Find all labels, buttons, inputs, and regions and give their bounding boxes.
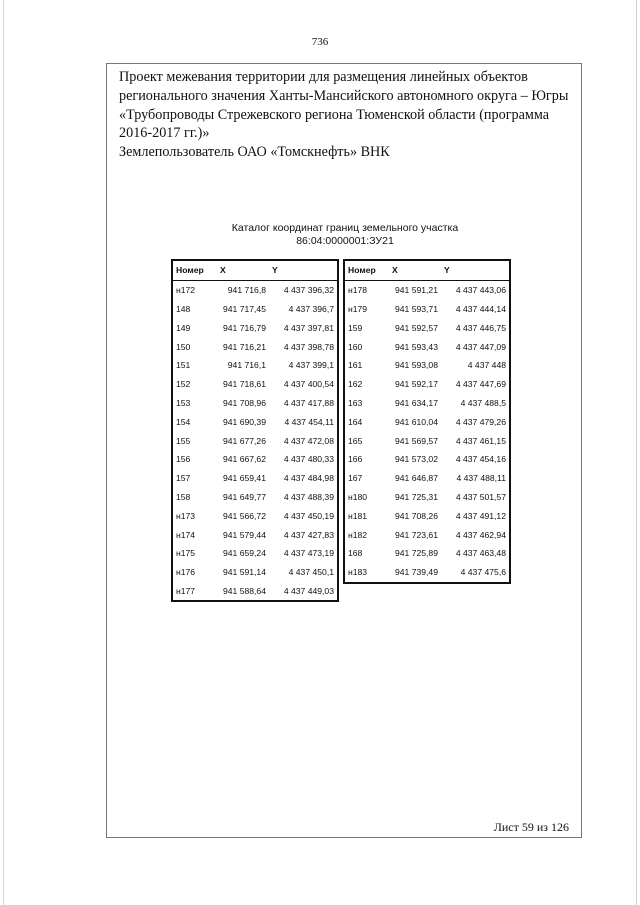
coordinate-y-cell: 4 437 447,69	[455, 379, 506, 390]
point-number-cell: 154	[176, 416, 191, 427]
table-row	[172, 337, 338, 356]
coordinate-x-cell: 941 573,02	[394, 454, 438, 465]
table-row	[344, 394, 510, 413]
table-row	[344, 506, 510, 525]
table-row	[172, 469, 338, 488]
coordinate-x-cell: 941 588,64	[222, 585, 266, 596]
point-number-cell: 156	[176, 454, 191, 465]
table-row	[172, 356, 338, 375]
coordinate-x-cell: 941 592,17	[394, 379, 438, 390]
table-row	[172, 394, 338, 413]
coordinate-x-cell: 941 591,14	[222, 567, 266, 578]
table-row	[172, 488, 338, 507]
point-number-cell: 162	[348, 379, 363, 390]
coordinate-y-cell: 4 437 447,09	[455, 341, 506, 352]
document-frame	[106, 63, 582, 838]
point-number-cell: н173	[176, 510, 196, 521]
title-line: Проект межевания территории для размещения линейных объектов	[119, 69, 528, 85]
coordinate-y-cell: 4 437 488,5	[460, 397, 506, 408]
scan-edge-left	[3, 0, 4, 905]
coordinate-y-cell: 4 437 448	[467, 360, 506, 371]
coordinate-y-cell: 4 437 472,08	[283, 435, 334, 446]
coordinate-x-cell: 941 725,31	[394, 491, 438, 502]
table-row	[344, 525, 510, 544]
coordinate-x-cell: 941 708,96	[222, 397, 266, 408]
table-row	[172, 300, 338, 319]
coordinate-y-cell: 4 437 488,39	[283, 491, 334, 502]
header-number: Номер	[172, 260, 217, 280]
coordinate-x-cell: 941 739,49	[394, 567, 438, 578]
page-number: 736	[311, 36, 329, 48]
coordinate-x-cell: 941 649,77	[222, 491, 266, 502]
table-header-row	[172, 260, 338, 280]
table-header-row	[344, 260, 510, 280]
point-number-cell: н179	[348, 303, 368, 314]
table-row	[344, 300, 510, 319]
coordinate-x-cell: 941 716,21	[222, 341, 266, 352]
table-row	[172, 525, 338, 544]
coordinate-y-cell: 4 437 446,75	[455, 322, 506, 333]
coordinate-y-cell: 4 437 475,6	[460, 567, 506, 578]
coordinate-y-cell: 4 437 479,26	[455, 416, 506, 427]
header-y: Y	[441, 260, 510, 280]
point-number-cell: 159	[348, 322, 363, 333]
coordinate-x-cell: 941 610,04	[394, 416, 438, 427]
point-number-cell: 150	[176, 341, 191, 352]
point-number-cell: 166	[348, 454, 363, 465]
coordinates-table-right	[343, 259, 511, 584]
point-number-cell: н182	[348, 529, 368, 540]
table-row	[344, 280, 510, 299]
table-row	[344, 412, 510, 431]
point-number-cell: н175	[176, 548, 196, 559]
coordinate-x-cell: 941 708,26	[394, 510, 438, 521]
coordinate-x-cell: 941 592,57	[394, 322, 438, 333]
coordinate-x-cell: 941 716,8	[227, 285, 266, 296]
coordinate-y-cell: 4 437 417,88	[283, 397, 334, 408]
title-line: «Трубопроводы Стрежевского региона Тюменской области (программа	[119, 106, 550, 123]
coordinate-x-cell: 941 716,79	[222, 322, 266, 333]
table-row	[344, 356, 510, 375]
table-row	[172, 582, 338, 602]
point-number-cell: 164	[348, 416, 363, 427]
coordinate-y-cell: 4 437 427,83	[283, 529, 334, 540]
coordinate-y-cell: 4 437 488,11	[456, 473, 506, 484]
point-number-cell: 167	[348, 473, 363, 484]
table-row	[344, 318, 510, 337]
coordinate-y-cell: 4 437 454,16	[455, 454, 506, 465]
coordinate-y-cell: 4 437 480,33	[283, 454, 334, 465]
coordinate-x-cell: 941 646,87	[394, 473, 438, 484]
coordinate-y-cell: 4 437 501,57	[455, 491, 506, 502]
table-row	[344, 431, 510, 450]
coordinate-y-cell: 4 437 463,48	[455, 548, 506, 559]
coordinate-x-cell: 941 690,39	[222, 416, 266, 427]
coordinate-y-cell: 4 437 461,15	[455, 435, 506, 446]
point-number-cell: н181	[348, 510, 368, 521]
coordinate-y-cell: 4 437 450,19	[283, 510, 334, 521]
coordinate-x-cell: 941 569,57	[394, 435, 438, 446]
point-number-cell: 149	[176, 322, 191, 333]
point-number-cell: н174	[176, 529, 196, 540]
catalog-title	[155, 222, 535, 247]
coordinate-x-cell: 941 667,62	[222, 454, 266, 465]
table-row	[344, 563, 510, 583]
point-number-cell: н183	[348, 567, 368, 578]
coordinate-y-cell: 4 437 491,12	[455, 510, 506, 521]
table-row	[344, 469, 510, 488]
point-number-cell: 165	[348, 435, 363, 446]
point-number-cell: н178	[348, 285, 368, 296]
sheet-counter: Лист 59 из 126	[493, 820, 569, 834]
coordinate-y-cell: 4 437 396,32	[283, 285, 334, 296]
point-number-cell: 153	[176, 397, 191, 408]
coordinate-y-cell: 4 437 450,1	[288, 567, 334, 578]
point-number-cell: 148	[176, 303, 191, 314]
point-number-cell: н176	[176, 567, 196, 578]
coordinate-y-cell: 4 437 397,81	[283, 322, 334, 333]
title-line: регионального значения Ханты-Мансийского автономного округа – Югры	[119, 87, 569, 104]
point-number-cell: 163	[348, 397, 363, 408]
coordinate-x-cell: 941 593,71	[394, 303, 438, 314]
coordinate-x-cell: 941 718,61	[222, 379, 266, 390]
point-number-cell: 161	[348, 360, 363, 371]
coordinate-x-cell: 941 634,17	[394, 397, 438, 408]
catalog-heading: Каталог координат границ земельного участка	[231, 222, 459, 234]
table-row	[172, 280, 338, 299]
point-number-cell: 157	[176, 473, 191, 484]
coordinate-x-cell: 941 723,61	[394, 529, 438, 540]
point-number-cell: н177	[176, 585, 196, 596]
table-row	[172, 412, 338, 431]
table-row	[172, 506, 338, 525]
coordinate-x-cell: 941 566,72	[222, 510, 266, 521]
table-row	[172, 450, 338, 469]
header-x: X	[217, 260, 269, 280]
coordinate-y-cell: 4 437 398,78	[283, 341, 334, 352]
project-title	[119, 68, 575, 162]
coordinate-x-cell: 941 677,26	[222, 435, 266, 446]
header-y: Y	[269, 260, 338, 280]
table-row	[344, 488, 510, 507]
coordinate-y-cell: 4 437 400,54	[283, 379, 334, 390]
table-row	[344, 544, 510, 563]
coordinate-x-cell: 941 725,89	[394, 548, 438, 559]
coordinate-x-cell: 941 717,45	[222, 303, 266, 314]
point-number-cell: 160	[348, 341, 363, 352]
table-row	[172, 544, 338, 563]
table-row	[172, 318, 338, 337]
coordinate-x-cell: 941 659,41	[222, 473, 266, 484]
table-row	[172, 431, 338, 450]
point-number-cell: 155	[176, 435, 191, 446]
point-number-cell: н180	[348, 491, 368, 502]
point-number-cell: 168	[348, 548, 363, 559]
coordinate-x-cell: 941 716,1	[227, 360, 266, 371]
land-user-line: Землепользователь ОАО «Томскнефть» ВНК	[119, 144, 390, 161]
coordinate-y-cell: 4 437 462,94	[455, 529, 506, 540]
scan-edge-right	[636, 0, 637, 905]
coordinates-table-left	[171, 259, 339, 602]
coordinate-y-cell: 4 437 444,14	[455, 303, 506, 314]
coordinate-y-cell: 4 437 449,03	[283, 585, 334, 596]
title-line: 2016-2017 гг.)»	[119, 125, 210, 142]
header-x: X	[389, 260, 441, 280]
coordinate-x-cell: 941 591,21	[394, 285, 438, 296]
header-number: Номер	[344, 260, 389, 280]
coordinate-x-cell: 941 593,43	[394, 341, 438, 352]
coordinate-x-cell: 941 579,44	[222, 529, 266, 540]
coordinate-y-cell: 4 437 473,19	[283, 548, 334, 559]
point-number-cell: 151	[176, 360, 191, 371]
point-number-cell: 152	[176, 379, 191, 390]
coordinate-y-cell: 4 437 396,7	[288, 303, 334, 314]
point-number-cell: н172	[176, 285, 196, 296]
coordinate-y-cell: 4 437 443,06	[455, 285, 506, 296]
table-row	[172, 375, 338, 394]
coordinate-y-cell: 4 437 484,98	[283, 473, 334, 484]
point-number-cell: 158	[176, 491, 191, 502]
table-row	[344, 450, 510, 469]
coordinate-x-cell: 941 659,24	[222, 548, 266, 559]
coordinate-y-cell: 4 437 399,1	[288, 360, 334, 371]
coordinate-x-cell: 941 593,08	[394, 360, 438, 371]
coordinate-y-cell: 4 437 454,11	[284, 416, 334, 427]
table-row	[344, 375, 510, 394]
table-row	[344, 337, 510, 356]
table-row	[172, 563, 338, 582]
cadastral-number: 86:04:0000001:ЗУ21	[296, 234, 394, 247]
